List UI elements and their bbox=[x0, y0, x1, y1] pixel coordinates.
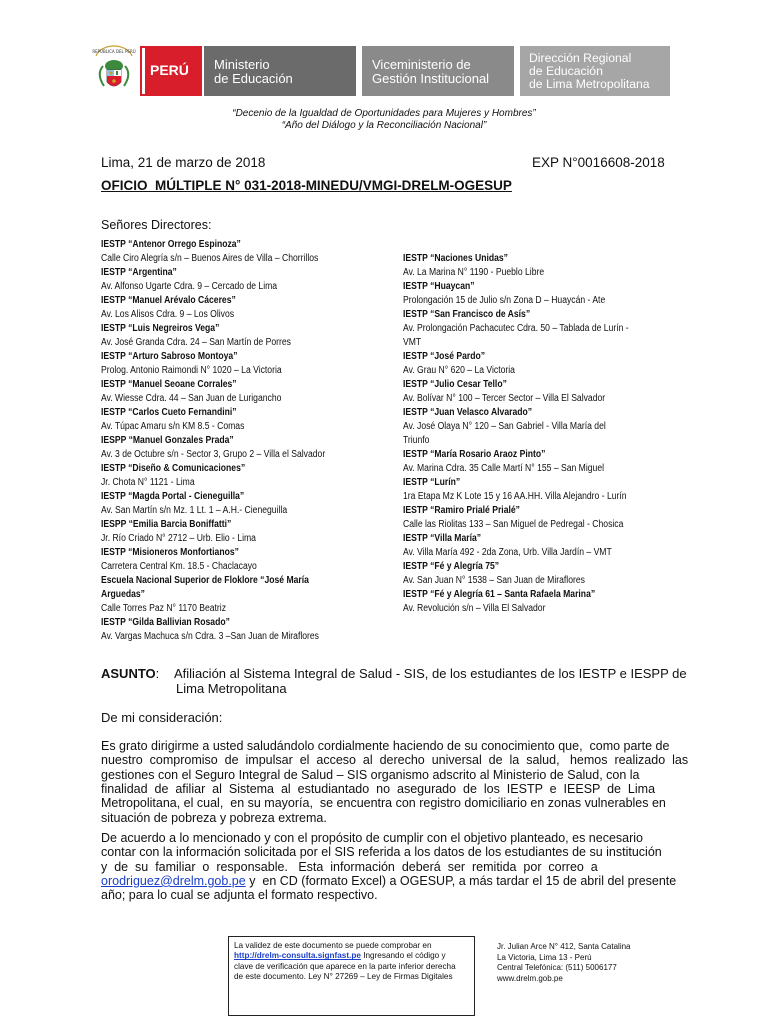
ministry-line-2: de Educación bbox=[214, 71, 293, 86]
institution-address-line: Av. San Juan N° 1538 – San Juan de Miraflores bbox=[403, 575, 585, 586]
subject-colon: : bbox=[155, 666, 160, 681]
subject-label: ASUNTO bbox=[101, 666, 156, 681]
notice-line-1: La validez de este documento se puede comprobar en bbox=[234, 941, 432, 950]
salutation: Señores Directores: bbox=[101, 218, 212, 232]
institution-name: Arguedas” bbox=[101, 589, 145, 600]
motto-line-1: “Decenio de la Igualdad de Oportunidades para Mujeres y Hombres” bbox=[232, 108, 536, 119]
subject-text-line-2: Lima Metropolitana bbox=[176, 681, 287, 696]
institution-address-line: Av. Vargas Machuca s/n Cdra. 3 –San Juan de Miraflores bbox=[101, 631, 319, 642]
institution-address-line: Jr. Río Criado N° 2712 – Urb. Elio - Lima bbox=[101, 533, 256, 544]
notice-line-2: Ingresando el código y bbox=[360, 951, 446, 961]
institution-address-line: Calle Torres Paz N° 1170 Beatriz bbox=[101, 603, 227, 614]
country-label: PERÚ bbox=[150, 62, 189, 78]
institution-name: IESTP “Lurín” bbox=[403, 477, 461, 488]
institution-name: Escuela Nacional Superior de Floklore “José María bbox=[101, 575, 309, 586]
institution-name: IESTP “Arturo Sabroso Montoya” bbox=[101, 351, 238, 362]
institution-address-line: Av. José Granda Cdra. 24 – San Martín de Porres bbox=[101, 337, 291, 348]
paragraph-2-line: De acuerdo a lo mencionado y con el propósito de cumplir con el objetivo planteado, es necesario bbox=[101, 831, 643, 845]
institution-address-line: Triunfo bbox=[403, 435, 430, 446]
place-date: Lima, 21 de marzo de 2018 bbox=[101, 155, 266, 170]
paragraph-1-line: situación de pobreza y pobreza extrema. bbox=[101, 810, 327, 825]
address-line-2: La Victoria, Lima 13 - Perú bbox=[497, 952, 592, 962]
notice-line-3: clave de verificación que aparece en la parte inferior derecha bbox=[234, 961, 456, 971]
direction-line-1: Dirección Regional bbox=[529, 51, 632, 65]
expedient-number: EXP N°0016608-2018 bbox=[532, 155, 665, 170]
vice-ministry-line-1: Viceministerio de bbox=[372, 57, 471, 72]
institution-name: IESTP “Luis Negreiros Vega” bbox=[101, 323, 220, 334]
institution-address-line: Av. La Marina N° 1190 - Pueblo Libre bbox=[403, 267, 545, 278]
paragraph-2-last-line: año; para lo cual se adjunta el formato respectivo. bbox=[101, 888, 378, 903]
institution-name: IESTP “Manuel Arévalo Cáceres” bbox=[101, 295, 236, 306]
institution-name: IESTP “Juan Velasco Alvarado” bbox=[403, 407, 533, 418]
institution-address-line: Av. Bolívar N° 100 – Tercer Sector – Villa El Salvador bbox=[403, 393, 606, 404]
paragraph-1-line: finalidad de afiliar al Sistema al estudiantado no asegurado de los IESTP e IEESP de Lima bbox=[101, 781, 656, 796]
institution-address-line: Av. José Olaya N° 120 – San Gabriel - Villa María del bbox=[403, 421, 606, 432]
motto-line-2: “Año del Diálogo y la Reconciliación Nacional” bbox=[281, 120, 487, 131]
regional-direction-block bbox=[520, 46, 670, 96]
paragraph-2-email-line bbox=[101, 874, 676, 888]
institution-name: IESTP “Villa María” bbox=[403, 533, 482, 544]
institution-name: IESPP “Manuel Gonzales Prada” bbox=[101, 435, 234, 446]
ministry-block bbox=[204, 46, 356, 96]
vice-ministry-line-2: Gestión Institucional bbox=[372, 71, 490, 86]
paragraph-1-line: nuestro compromiso de impulsar el acceso al derecho universal de la salud, hemos realizado las bbox=[101, 753, 689, 768]
institution-address-line: Av. Prolongación Pachacutec Cdra. 50 – Tablada de Lurín - bbox=[403, 323, 629, 334]
institution-name: IESTP “Antenor Orrego Espinoza” bbox=[101, 239, 241, 250]
address-phone: Central Telefónica: (511) 5006177 bbox=[497, 963, 617, 972]
paragraph-1-line: Metropolitana, el cual, en su mayoría, se encuentra con registro domiciliario en zonas vulnerables en bbox=[101, 796, 666, 811]
institution-name: IESTP “Ramiro Prialé Prialé” bbox=[403, 505, 520, 516]
greeting: De mi consideración: bbox=[101, 710, 223, 725]
institution-name: IESPP “Emilia Barcia Boniffatti” bbox=[101, 519, 232, 530]
institution-name: IESTP “Magda Portal - Cieneguilla” bbox=[101, 491, 245, 502]
institution-address-line: Av. Wiesse Cdra. 44 – San Juan de Lurigancho bbox=[101, 393, 282, 404]
subject-block bbox=[101, 666, 159, 681]
paragraph-2-line: contar con la información solicitada por el SIS referida a los datos de los estudiantes de su institución bbox=[101, 845, 662, 860]
institution-name: IESTP “María Rosario Araoz Pinto” bbox=[403, 449, 546, 460]
paragraph-1-line: Es grato dirigirme a usted saludándolo cordialmente haciendo de su conocimiento que, como parte de bbox=[101, 739, 670, 753]
institution-name: IESTP “José Pardo” bbox=[403, 351, 486, 362]
institution-name: IESTP “Diseño & Comunicaciones” bbox=[101, 463, 246, 474]
address-website: www.drelm.gob.pe bbox=[497, 973, 563, 983]
institution-address-line: Av. 3 de Octubre s/n - Sector 3, Grupo 2 – Villa el Salvador bbox=[101, 449, 326, 460]
institution-name: IESTP “Carlos Cueto Fernandini” bbox=[101, 407, 237, 418]
vice-ministry-block bbox=[362, 46, 514, 96]
email-link[interactable]: orodriguez@drelm.gob.pe bbox=[101, 873, 246, 888]
institution-name: IESTP “Gilda Ballivian Rosado” bbox=[101, 617, 230, 628]
direction-line-3: de Lima Metropolitana bbox=[529, 77, 650, 92]
institution-name: IESTP “Misioneros Monfortianos” bbox=[101, 547, 239, 558]
digital-signature-notice bbox=[228, 936, 475, 1016]
peru-coat-of-arms-icon bbox=[92, 44, 136, 94]
institution-address-line: Av. Los Alisos Cdra. 9 – Los Olivos bbox=[101, 309, 235, 320]
institution-name: IESTP “Argentina” bbox=[101, 267, 177, 278]
institution-name: IESTP “San Francisco de Asís” bbox=[403, 309, 531, 320]
institution-address-line: Av. Túpac Amaru s/n KM 8.5 - Comas bbox=[101, 421, 245, 432]
institution-address-line: Carretera Central Km. 18.5 - Chaclacayo bbox=[101, 561, 257, 572]
institution-address-line: Av. Alfonso Ugarte Cdra. 9 – Cercado de Lima bbox=[101, 281, 278, 292]
notice-line-4: de este documento. Ley N° 27269 – Ley de Firmas Digitales bbox=[234, 971, 453, 981]
institution-address bbox=[497, 942, 631, 984]
direction-line-2: de Educación bbox=[529, 64, 603, 79]
document-title: OFICIO MÚLTIPLE N° 031-2018-MINEDU/VMGI-DRELM-OGESUP bbox=[101, 178, 512, 193]
institution-address-line: 1ra Etapa Mz K Lote 15 y 16 AA.HH. Villa Alejandro - Lurín bbox=[403, 491, 627, 502]
institution-address-line: Av. Grau N° 620 – La Victoria bbox=[403, 365, 515, 376]
paragraph-2-line: y de su familiar o responsable. Esta información deberá ser remitida por correo a bbox=[101, 859, 598, 874]
institution-name: IESTP “Fé y Alegría 75” bbox=[403, 561, 500, 572]
institution-address-line: Av. San Martín s/n Mz. 1 Lt. 1 – A.H.- Cieneguilla bbox=[101, 505, 288, 516]
crest-text: REPÚBLICA DEL PERÚ bbox=[92, 49, 136, 54]
ministry-line-1: Ministerio bbox=[214, 57, 270, 72]
institution-name: IESTP “Manuel Seoane Corrales” bbox=[101, 379, 237, 390]
institution-address-line: Prolongación 15 de Julio s/n Zona D – Huaycán - Ate bbox=[403, 295, 606, 306]
institution-address-line: Av. Marina Cdra. 35 Calle Martí N° 155 – San Miguel bbox=[403, 463, 605, 474]
institution-name: IESTP “Julio Cesar Tello” bbox=[403, 379, 507, 390]
institution-address-line: Prolog. Antonio Raimondi N° 1020 – La Victoria bbox=[101, 365, 282, 376]
institution-address-line: Calle Ciro Alegría s/n – Buenos Aires de Villa – Chorrillos bbox=[101, 253, 319, 264]
paragraph-1-line: gestiones con el Seguro Integral de Salud – SIS organismo adscrito al Ministerio de Salud, con la bbox=[101, 767, 640, 782]
institution-address-line: Av. Villa María 492 - 2da Zona, Urb. Villa Jardín – VMT bbox=[403, 547, 612, 558]
peru-flag-block bbox=[140, 46, 202, 96]
institution-name: IESTP “Fé y Alegría 61 – Santa Rafaela Marina” bbox=[403, 589, 596, 600]
institution-address-line: Av. Revolución s/n – Villa El Salvador bbox=[403, 603, 546, 614]
subject-text-line-1: Afiliación al Sistema Integral de Salud - SIS, de los estudiantes de los IESTP e IESPP de bbox=[174, 666, 687, 681]
institution-name: IESTP “Naciones Unidas” bbox=[403, 253, 508, 264]
institution-name: IESTP “Huaycan” bbox=[403, 281, 475, 292]
institution-address-line: Jr. Chota N° 1121 - Lima bbox=[101, 477, 195, 488]
institution-address-line: Calle las Riolitas 133 – San Miguel de Pedregal - Chosica bbox=[403, 519, 624, 530]
address-line-1: Jr. Julian Arce N° 412, Santa Catalina bbox=[497, 942, 631, 951]
verification-link[interactable]: http://drelm-consulta.signfast.pe bbox=[234, 951, 361, 961]
email-line-rest: y en CD (formato Excel) a OGESUP, a más tardar el 15 de abril del presente bbox=[245, 873, 677, 888]
institution-address-line: VMT bbox=[403, 337, 422, 348]
